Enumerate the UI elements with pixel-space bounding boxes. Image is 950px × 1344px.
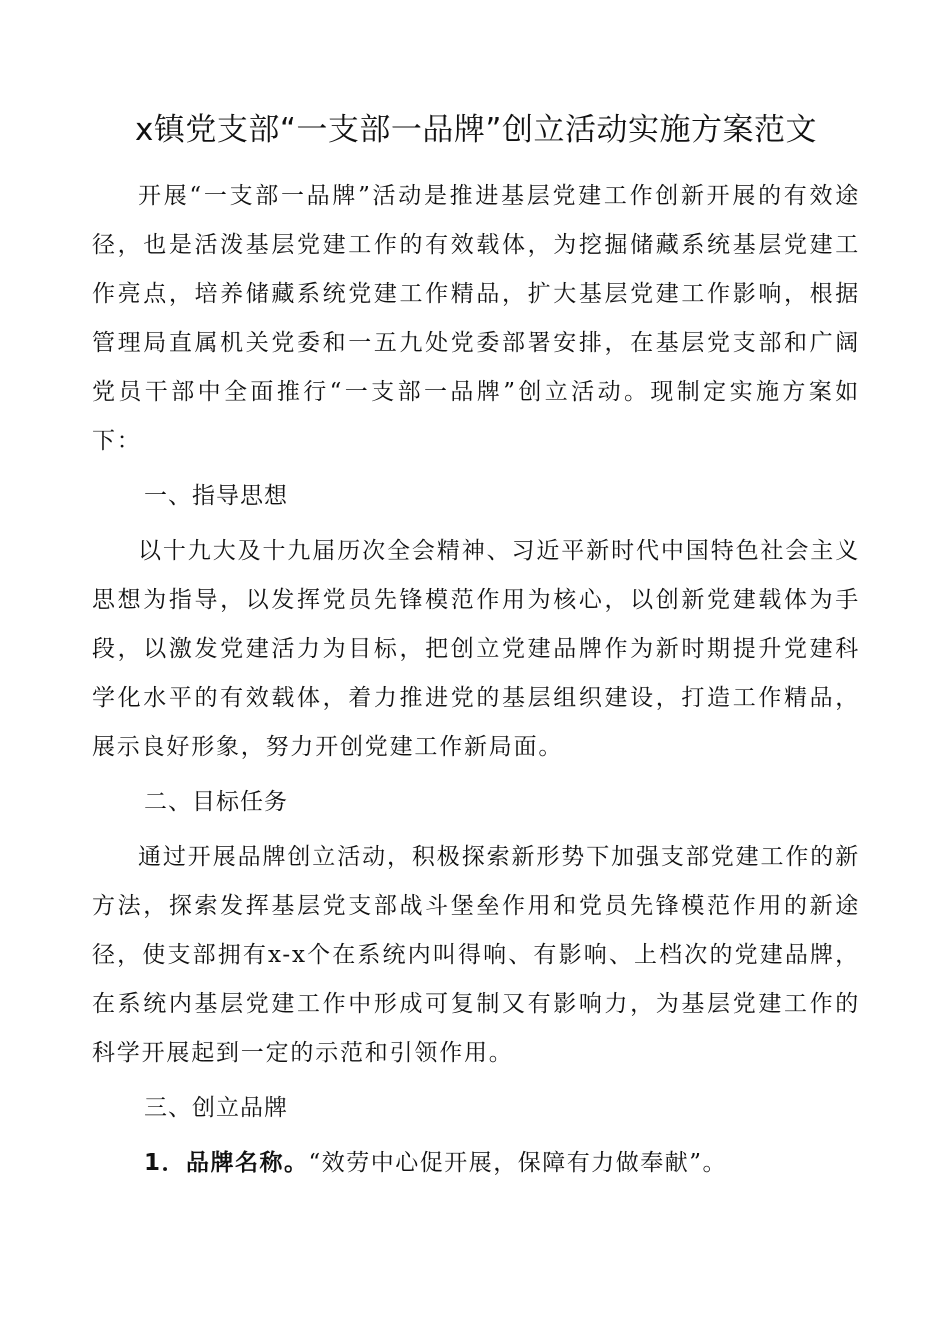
document-page — [92, 108, 860, 1188]
intro-paragraph: 开展“一支部一品牌”活动是推进基层党建工作创新开展的有效途径，也是活泼基层党建工作的有效载体，为挖掘储藏系统基层党建工作亮点，培养储藏系统党建工作精品，扩大基层党建工作影响，根据管理局直属机关党委和一五九处党委部署安排，在基层党支部和广阔党员干部中全面推行“一支部一品牌”创立活动。现制定实施方案如下： — [92, 183, 860, 454]
spacer — [92, 152, 860, 172]
section-heading-guiding-thought: 一、指导思想 — [144, 483, 288, 509]
section-paragraph-goals: 通过开展品牌创立活动，积极探索新形势下加强支部党建工作的新方法，探索发挥基层党支部战斗堡垒作用和党员先锋模范作用的新途径，使支部拥有x-x个在系统内叫得响、有影响、上档次的党建品牌，在系统内基层党建工作中形成可复制又有影响力，为基层党建工作的科学开展起到一定的示范和引领作用。 — [92, 844, 860, 1066]
section-heading-goals: 二、目标任务 — [144, 789, 288, 815]
section-heading-brand: 三、创立品牌 — [144, 1095, 288, 1121]
brand-name-line — [92, 1139, 860, 1188]
document-title: x镇党支部“一支部一品牌”创立活动实施方案范文 — [135, 112, 817, 148]
brand-name-label: 1．品牌名称。 — [144, 1150, 309, 1176]
brand-name-value: “效劳中心促开展，保障有力做奉献”。 — [308, 1150, 728, 1176]
section-paragraph-guiding-thought: 以十九大及十九届历次全会精神、习近平新时代中国特色社会主义思想为指导，以发挥党员先锋模范作用为核心，以创新党建载体为手段，以激发党建活力为目标，把创立党建品牌作为新时期提升党建科学化水平的有效载体，着力推进党的基层组织建设，打造工作精品，展示良好形象，努力开创党建工作新局面。 — [92, 538, 860, 760]
